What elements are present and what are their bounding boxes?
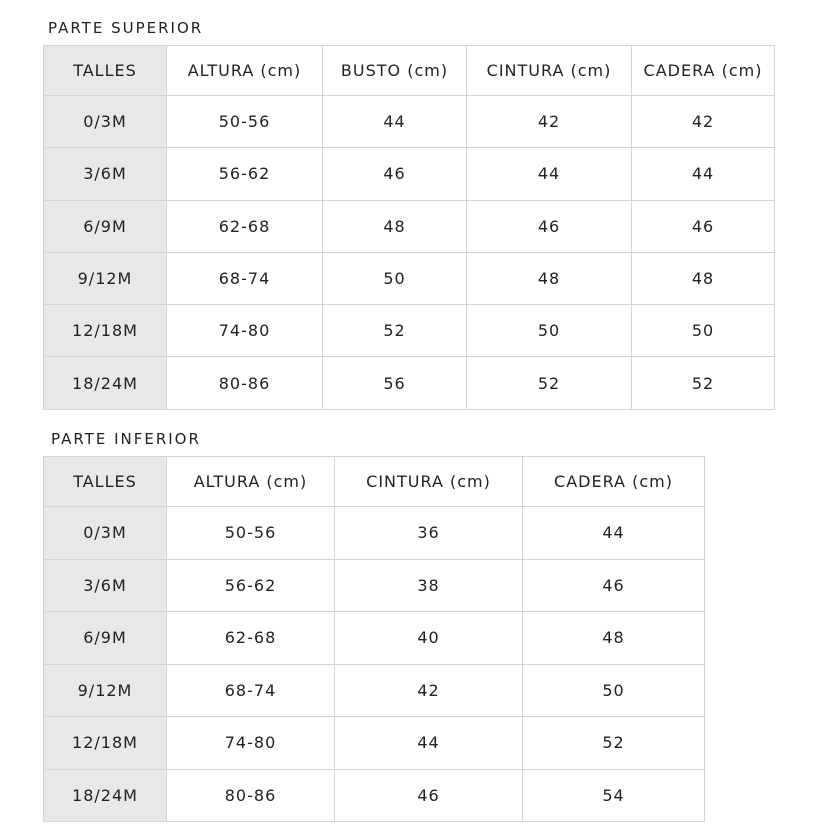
table-cell: 56-62 [167, 559, 335, 612]
column-header: TALLES [44, 46, 167, 96]
table-cell: 68-74 [167, 664, 335, 717]
table-cell: 50 [523, 664, 705, 717]
bottom-section-title: PARTE INFERIOR [51, 430, 201, 448]
table-cell: 50 [323, 252, 467, 304]
column-header: CINTURA (cm) [335, 457, 523, 507]
table-cell: 50-56 [167, 507, 335, 560]
column-header: CINTURA (cm) [467, 46, 632, 96]
top-section-title: PARTE SUPERIOR [48, 19, 204, 37]
table-cell: 44 [523, 507, 705, 560]
size-cell: 0/3M [44, 507, 167, 560]
size-cell: 3/6M [44, 559, 167, 612]
table-cell: 52 [467, 357, 632, 409]
table-cell: 38 [335, 559, 523, 612]
table-cell: 80-86 [167, 769, 335, 822]
size-cell: 9/12M [44, 664, 167, 717]
table-cell: 52 [323, 305, 467, 357]
table-cell: 46 [335, 769, 523, 822]
table-cell: 46 [632, 200, 775, 252]
table-cell: 44 [632, 148, 775, 200]
size-cell: 12/18M [44, 305, 167, 357]
table-cell: 42 [335, 664, 523, 717]
size-cell: 12/18M [44, 717, 167, 770]
table-cell: 46 [467, 200, 632, 252]
size-cell: 3/6M [44, 148, 167, 200]
table-row [44, 612, 705, 665]
column-header: CADERA (cm) [632, 46, 775, 96]
table-cell: 48 [323, 200, 467, 252]
size-cell: 0/3M [44, 96, 167, 148]
table-cell: 44 [323, 96, 467, 148]
table-cell: 56-62 [167, 148, 323, 200]
table-row [44, 305, 775, 357]
column-header: CADERA (cm) [523, 457, 705, 507]
table-row [44, 357, 775, 409]
table-row [44, 664, 705, 717]
bottom-size-table [43, 456, 705, 822]
table-cell: 48 [467, 252, 632, 304]
size-cell: 18/24M [44, 357, 167, 409]
table-cell: 46 [523, 559, 705, 612]
column-header: BUSTO (cm) [323, 46, 467, 96]
top-size-table [43, 45, 775, 410]
column-header: ALTURA (cm) [167, 457, 335, 507]
column-header: ALTURA (cm) [167, 46, 323, 96]
table-cell: 52 [632, 357, 775, 409]
size-cell: 6/9M [44, 612, 167, 665]
table-cell: 50-56 [167, 96, 323, 148]
table-cell: 52 [523, 717, 705, 770]
table-row [44, 717, 705, 770]
table-cell: 44 [467, 148, 632, 200]
table-cell: 62-68 [167, 612, 335, 665]
table-row [44, 769, 705, 822]
table-cell: 62-68 [167, 200, 323, 252]
table-cell: 42 [467, 96, 632, 148]
table-row [44, 96, 775, 148]
table-header-row [44, 457, 705, 507]
table-row [44, 507, 705, 560]
table-header-row [44, 46, 775, 96]
table-cell: 56 [323, 357, 467, 409]
table-cell: 48 [632, 252, 775, 304]
table-cell: 80-86 [167, 357, 323, 409]
column-header: TALLES [44, 457, 167, 507]
table-row [44, 200, 775, 252]
table-row [44, 559, 705, 612]
table-cell: 42 [632, 96, 775, 148]
table-cell: 50 [467, 305, 632, 357]
table-cell: 50 [632, 305, 775, 357]
table-cell: 74-80 [167, 717, 335, 770]
table-cell: 44 [335, 717, 523, 770]
table-cell: 46 [323, 148, 467, 200]
table-cell: 54 [523, 769, 705, 822]
size-cell: 9/12M [44, 252, 167, 304]
table-cell: 74-80 [167, 305, 323, 357]
table-cell: 40 [335, 612, 523, 665]
table-row [44, 252, 775, 304]
table-cell: 48 [523, 612, 705, 665]
table-row [44, 148, 775, 200]
table-cell: 68-74 [167, 252, 323, 304]
size-cell: 6/9M [44, 200, 167, 252]
table-cell: 36 [335, 507, 523, 560]
size-cell: 18/24M [44, 769, 167, 822]
